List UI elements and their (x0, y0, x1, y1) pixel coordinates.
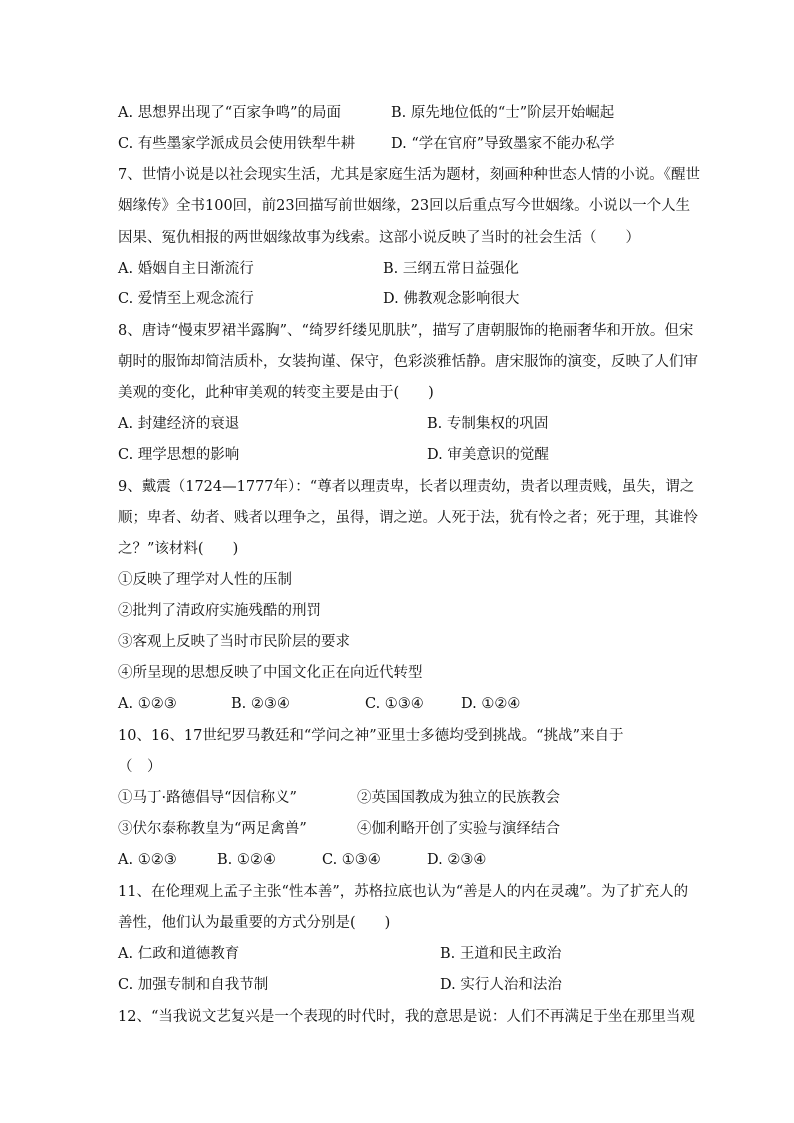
q10-option-c: C. ①③④ (322, 852, 381, 868)
q9-item-1: ①反映了理学对人性的压制 (118, 572, 292, 588)
q9-item-2: ②批判了清政府实施残酷的刑罚 (118, 603, 321, 619)
q7-option-d: D. 佛教观念影响很大 (383, 291, 520, 307)
q9-option-a: A. ①②③ (118, 696, 177, 712)
q9-stem-line-2: 顺；卑者、幼者、贱者以理争之，虽得，谓之逆。人死于法，犹有怜之者；死于理，其谁怜 (118, 510, 698, 526)
q6-option-a: A. 思想界出现了“百家争鸣”的局面 (118, 105, 342, 121)
q10-stem-line-1: 10、16、17世纪罗马教廷和“学问之神”亚里士多德均受到挑战。“挑战”来自于 (118, 728, 624, 744)
q7-options-row-2 (118, 289, 678, 309)
q8-option-d: D. 审美意识的觉醒 (427, 447, 549, 463)
q7-stem-line-1: 7、世情小说是以社会现实生活，尤其是家庭生活为题材，刻画种种世态人情的小说。《醒世 (118, 167, 700, 183)
q9-option-b: B. ②③④ (231, 696, 290, 712)
q10-stem-line-2: （ ） (118, 759, 162, 775)
q12-stem-line-1: 12、“当我说文艺复兴是一个表现的时代时，我的意思是说：人们不再满足于坐在那里当观 (118, 1009, 695, 1025)
q11-options-row-1 (118, 944, 678, 964)
q6-option-b: B. 原先地位低的“士”阶层开始崛起 (391, 105, 615, 121)
q9-item-3: ③客观上反映了当时市民阶层的要求 (118, 634, 350, 650)
q10-option-b: B. ①②④ (217, 852, 276, 868)
q10-item-4: ④伽利略开创了实验与演绎结合 (357, 821, 560, 837)
q11-option-b: B. 王道和民主政治 (440, 946, 562, 962)
q9-options-row (118, 694, 678, 714)
q7-options-row-1 (118, 259, 678, 279)
q11-option-d: D. 实行人治和法治 (440, 977, 562, 993)
q10-items-row-1 (118, 788, 678, 808)
q6-options-row-1 (118, 103, 678, 123)
q8-option-c: C. 理学思想的影响 (118, 447, 240, 463)
q10-option-d: D. ②③④ (427, 852, 487, 868)
q11-stem-line-2: 善性，他们认为最重要的方式分别是( ) (118, 915, 391, 931)
q9-option-c: C. ①③④ (365, 696, 424, 712)
q7-option-b: B. 三纲五常日益强化 (383, 261, 519, 277)
q7-option-a: A. 婚姻自主日渐流行 (118, 261, 254, 277)
q9-stem-line-3: 之？”该材料( ) (118, 541, 239, 557)
q10-item-3: ③伏尔泰称教皇为“两足禽兽” (118, 821, 307, 837)
q8-option-a: A. 封建经济的衰退 (118, 416, 240, 432)
q8-stem-line-1: 8、唐诗“慢束罗裙半露胸”、“绮罗纤缕见肌肤”，描写了唐朝服饰的艳丽奢华和开放。但宋 (118, 323, 694, 339)
q8-option-b: B. 专制集权的巩固 (427, 416, 549, 432)
q6-option-d: D. “学在官府”导致墨家不能办私学 (391, 136, 615, 152)
q11-option-c: C. 加强专制和自我节制 (118, 977, 269, 993)
q9-option-d: D. ①②④ (461, 696, 521, 712)
q8-stem-line-2: 朝时的服饰却简洁质朴，女装拘谨、保守，色彩淡雅恬静。唐宋服饰的演变，反映了人们审 (118, 354, 698, 370)
q10-items-row-2 (118, 819, 678, 839)
q7-stem-line-2: 姻缘传》全书100回，前23回描写前世姻缘，23回以后重点写今世姻缘。小说以一个人生 (118, 198, 691, 214)
q9-item-4: ④所呈现的思想反映了中国文化正在向近代转型 (118, 665, 423, 681)
q11-options-row-2 (118, 975, 678, 995)
q10-option-a: A. ①②③ (118, 852, 177, 868)
q11-option-a: A. 仁政和道德教育 (118, 946, 240, 962)
q10-item-2: ②英国国教成为独立的民族教会 (357, 790, 560, 806)
q8-options-row-1 (118, 414, 678, 434)
q10-item-1: ①马丁·路德倡导“因信称义” (118, 790, 297, 806)
q6-option-c: C. 有些墨家学派成员会使用铁犁牛耕 (118, 136, 356, 152)
q6-options-row-2 (118, 134, 678, 154)
q8-stem-line-3: 美观的变化，此种审美观的转变主要是由于( ) (118, 385, 434, 401)
q7-option-c: C. 爱情至上观念流行 (118, 291, 254, 307)
q9-stem-line-1: 9、戴震（1724—1777年）：“尊者以理责卑，长者以理责幼，贵者以理责贱，虽失，谓之 (118, 479, 695, 495)
q10-options-row (118, 850, 678, 870)
q11-stem-line-1: 11、在伦理观上孟子主张“性本善”，苏格拉底也认为“善是人的内在灵魂”。为了扩充人的 (118, 884, 689, 900)
q8-options-row-2 (118, 445, 678, 465)
q7-stem-line-3: 因果、冤仇相报的两世姻缘故事为线索。这部小说反映了当时的社会生活（ ） (118, 230, 640, 246)
